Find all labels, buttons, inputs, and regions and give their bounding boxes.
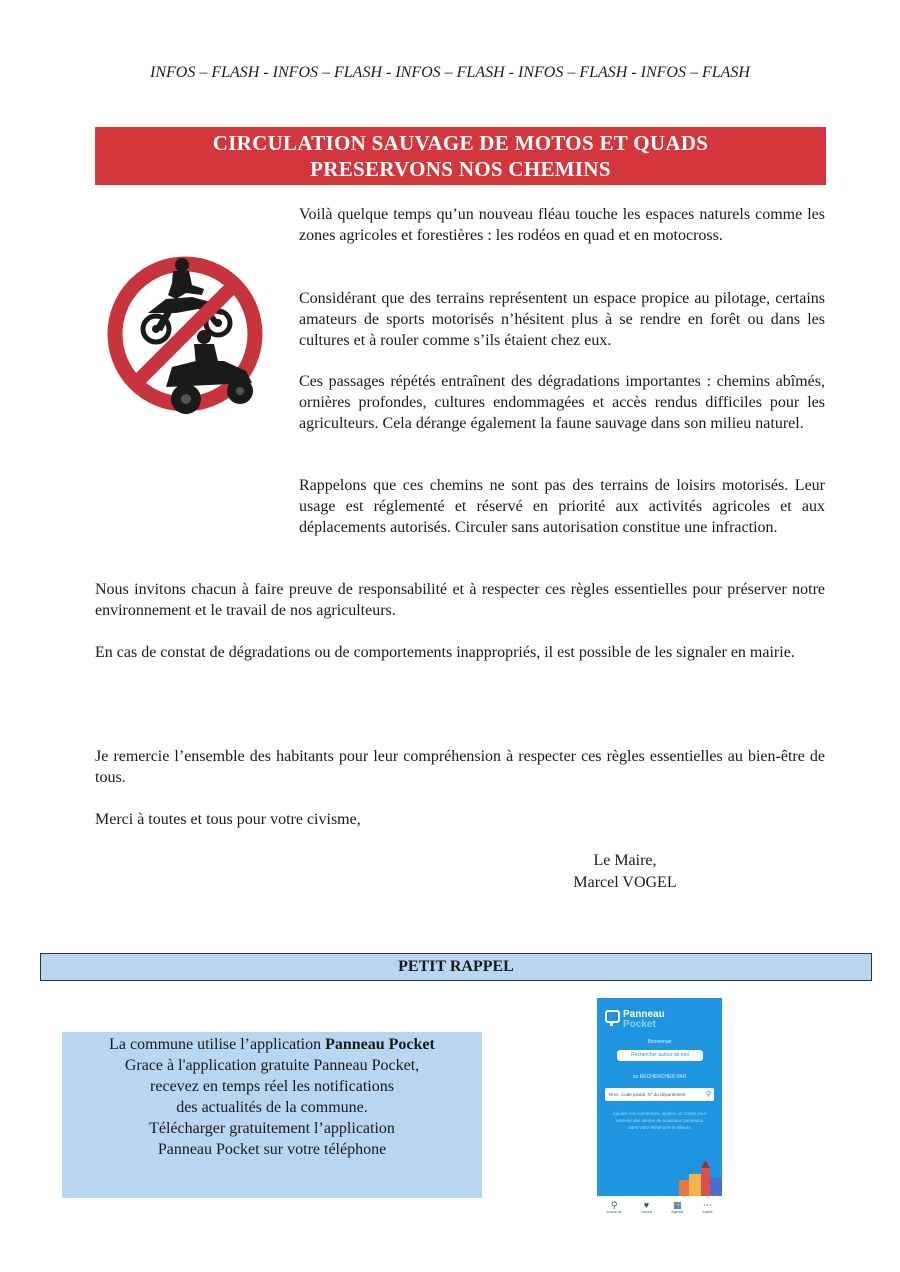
panneau-pocket-app-screenshot: [597, 998, 722, 1220]
locate-button: Rechercher autour de moi: [617, 1050, 703, 1061]
paragraph-2: Considérant que des terrains représentent un espace propice au pilotage, certains amateurs de sports motorisés n’hésitent plus à se rendre en forêt ou dans les cultures et à rouler comme s’ils étaient chez eux.: [299, 290, 825, 349]
info-line-6: Panneau Pocket sur votre téléphone: [157, 1141, 387, 1158]
no-motorbikes-quads-sign-icon: [106, 243, 264, 425]
search-icon: ⚲: [705, 1091, 711, 1098]
app-search-input: [605, 1088, 714, 1101]
info-line-5: Télécharger gratuitement l’application: [149, 1120, 395, 1137]
calendar-icon: ▦: [673, 1200, 682, 1210]
title-line-1: CIRCULATION SAUVAGE DE MOTOS ET QUADS: [212, 131, 709, 155]
paragraph-5: Nous invitons chacun à faire preuve de responsabilité et à respecter ces règles essentielles pour préserver notre environnement et le travail de nos agriculteurs.: [95, 581, 825, 619]
paragraph-6: En cas de constat de dégradations ou de comportements inappropriés, il est possible de les signaler en mairie.: [95, 644, 795, 661]
app-screen: [597, 998, 722, 1196]
signature-role: Le Maire,: [593, 852, 657, 869]
paragraph-1: Voilà quelque temps qu’un nouveau fléau touche les espaces naturels comme les zones agricoles et forestières : les rodéos en quad et en motocross.: [299, 206, 825, 244]
app-welcome: Bienvenue: [647, 1039, 672, 1045]
paragraph-3: Ces passages répétés entraînent des dégradations importantes : chemins abîmés, ornières profondes, cultures endommagées et accès rendus difficiles pour les agriculteurs. Cela dérange également la faune sauvage dans son milieu naturel.: [299, 373, 825, 432]
paragraph-8: Merci à toutes et tous pour votre civisme,: [95, 811, 361, 828]
more-icon: ⋯: [702, 1200, 712, 1210]
title-banner: [95, 127, 826, 185]
info-line-1-text: La commune utilise l’application: [109, 1036, 326, 1053]
paragraph-7: Je remercie l’ensemble des habitants pour leur compréhension à respecter ces règles essentielles au bien-être de tous.: [95, 748, 825, 786]
brand-line-1: Panneau: [623, 1009, 665, 1020]
info-line-2: Grace à l'application gratuite Panneau Pocket,: [124, 1057, 420, 1074]
app-brand: [623, 1010, 665, 1030]
tab-label: Autres: [702, 1210, 713, 1214]
tab-favorites: [641, 1201, 652, 1215]
app-search-placeholder: Nom, Code postal, N° du département: [609, 1092, 686, 1097]
tab-label: Agenda: [671, 1210, 684, 1214]
info-line-1: [62, 1034, 482, 1055]
panneau-pocket-info-box: [62, 1032, 482, 1198]
tab-label: Favoris: [640, 1210, 653, 1214]
paragraph-4: Rappelons que ces chemins ne sont pas des terrains de loisirs motorisés. Leur usage est réglementé et réservé en priorité aux activités agricoles et aux déplacements autorisés. Circuler sans autorisation constitue une infraction.: [299, 477, 825, 536]
heart-icon: ♥: [643, 1200, 650, 1210]
info-line-4: des actualités de la commune.: [176, 1099, 368, 1116]
tab-more: [702, 1201, 712, 1215]
search-icon: ⚲: [610, 1200, 618, 1210]
signature-name: Marcel VOGEL: [573, 874, 677, 891]
panneau-pocket-logo-icon: [605, 1010, 621, 1026]
tab-label: Autour de: [606, 1210, 622, 1214]
info-line-3: recevez en temps réel les notifications: [150, 1078, 394, 1095]
app-or-text: ou RECHERCHER PAR: [632, 1074, 687, 1080]
tab-nearby: [607, 1201, 622, 1215]
app-tab-bar: [597, 1196, 722, 1220]
infos-flash-header: INFOS – FLASH - INFOS – FLASH - INFOS – FLASH - INFOS – FLASH - INFOS – FLASH: [150, 64, 750, 81]
brand-line-2: Pocket: [623, 1019, 656, 1030]
tab-agenda: [671, 1201, 683, 1215]
town-illustration-icon: [675, 1160, 722, 1196]
app-hint: Ajoutez vos communes, ajoutez un Coeur pour recevoir des alertes de nouveaux panneaux dans votre téléphone et ailleurs: [612, 1111, 707, 1130]
app-name: Panneau Pocket: [325, 1036, 435, 1053]
petit-rappel-banner: PETIT RAPPEL: [40, 953, 872, 981]
title-line-2: PRESERVONS NOS CHEMINS: [310, 157, 611, 181]
